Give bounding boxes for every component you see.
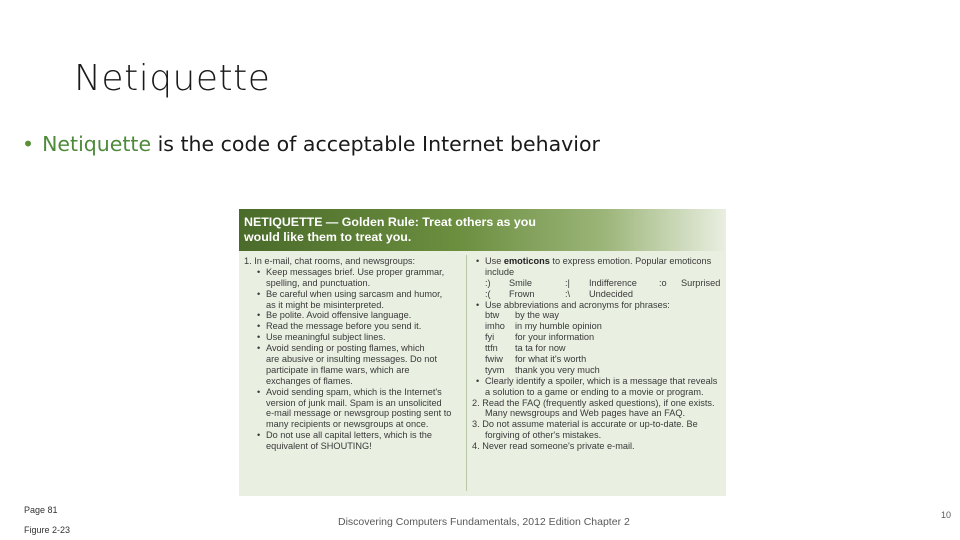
text: Use abbreviations and acronyms for phrases:: [485, 299, 670, 310]
figure-body: [239, 251, 726, 496]
footer-page: Page 81: [24, 505, 58, 515]
text: to express emotion. Popular emoticons: [549, 256, 712, 266]
bullet-icon: •: [476, 375, 480, 386]
figure-header-line: NETIQUETTE — Golden Rule: Treat others as you: [244, 215, 536, 229]
figure-header-line: would like them to treat you.: [244, 230, 412, 244]
text: Clearly identify a spoiler, which is a message that reveals: [485, 375, 718, 386]
emoticon-symbol: :|: [565, 277, 570, 288]
text: e-mail message or newsgroup posting sent to: [266, 408, 452, 419]
abbreviation: imho: [485, 321, 505, 332]
bullet-point: [22, 132, 600, 156]
bullet-icon: •: [257, 430, 261, 441]
list-item: [244, 267, 462, 278]
emoticon-meaning: Undecided: [589, 288, 633, 299]
text: many recipients or newsgroups at once.: [266, 419, 429, 430]
abbreviation: tyvm: [485, 364, 505, 375]
bullet-icon: •: [476, 299, 480, 310]
bullet-icon: •: [257, 288, 261, 299]
bullet-icon: •: [257, 321, 261, 332]
bullet-dot-icon: •: [22, 132, 35, 156]
abbreviation: btw: [485, 310, 500, 321]
footer-caption: Discovering Computers Fundamentals, 2012 Edition Chapter 2: [338, 516, 630, 528]
numbered-item: 4. Never read someone's private e-mail.: [472, 441, 635, 452]
bullet-text: is the code of acceptable Internet behavior: [151, 132, 600, 156]
list-item-line: [244, 408, 462, 419]
right-column: [472, 256, 722, 452]
emoticon-meaning: Smile: [509, 277, 532, 288]
emoticon-row: [472, 278, 722, 289]
text: Use meaningful subject lines.: [266, 332, 386, 343]
abbreviation-meaning: for your information: [515, 332, 595, 343]
abbreviation-row: [472, 343, 722, 354]
bullet-icon: •: [257, 343, 261, 354]
list-item-line: [244, 441, 462, 452]
text: exchanges of flames.: [266, 375, 353, 386]
numbered-item-line: Many newsgroups and Web pages have an FAQ.: [485, 408, 686, 419]
bullet-icon: •: [257, 266, 261, 277]
emoticon-symbol: :o: [659, 277, 667, 288]
text: as it might be misinterpreted.: [266, 299, 384, 310]
list-item-line: [244, 300, 462, 311]
list-item: [472, 300, 722, 311]
list-item-line: [244, 419, 462, 430]
abbreviation-row: [472, 310, 722, 321]
text: Avoid sending spam, which is the Internet's: [266, 386, 442, 397]
text: Use: [485, 256, 504, 266]
list-item: [244, 332, 462, 343]
text: spelling, and punctuation.: [266, 277, 371, 288]
list-item: [244, 310, 462, 321]
text: equivalent of SHOUTING!: [266, 441, 372, 452]
list-item: [244, 321, 462, 332]
emoticon-meaning: Frown: [509, 288, 535, 299]
list-item: [244, 289, 462, 300]
list-item-line: [244, 354, 462, 365]
abbreviation-meaning: thank you very much: [515, 364, 600, 375]
numbered-item-line: forgiving of other's mistakes.: [485, 430, 602, 441]
emoticon-symbol: :): [485, 277, 491, 288]
abbreviation-meaning: for what it's worth: [515, 354, 587, 365]
abbreviation: fyi: [485, 332, 495, 343]
text: Do not use all capital letters, which is the: [266, 430, 432, 441]
abbreviation: ttfn: [485, 343, 498, 354]
list-item-line: include: [485, 266, 515, 277]
emoticon-meaning: Surprised: [681, 277, 721, 288]
abbreviation-row: [472, 332, 722, 343]
emoticon-symbol: :\: [565, 288, 571, 299]
list-item-line: [244, 365, 462, 376]
emoticon-meaning: Indifference: [589, 277, 637, 288]
footer-figure: Figure 2-23: [24, 525, 71, 535]
netiquette-figure: [239, 209, 726, 496]
text: Keep messages brief. Use proper grammar,: [266, 266, 445, 277]
text: participate in flame wars, which are: [266, 364, 410, 375]
abbreviation-row: [472, 354, 722, 365]
emoticon-row: [472, 289, 722, 300]
list-item: [244, 343, 462, 354]
text: Avoid sending or posting flames, which: [266, 343, 425, 354]
slide-title: Netiquette: [74, 58, 271, 99]
abbreviation-meaning: by the way: [515, 310, 559, 321]
list-item: [472, 376, 722, 387]
bullet-icon: •: [476, 256, 480, 266]
left-column: [244, 256, 462, 452]
emoticon-symbol: :(: [485, 288, 491, 299]
numbered-item: 2. Read the FAQ (frequently asked questions), if one exists.: [472, 397, 715, 408]
list-item: [472, 256, 722, 267]
list-item-line: [244, 278, 462, 289]
list-item-line: [244, 398, 462, 409]
list-item: [244, 430, 462, 441]
bullet-icon: •: [257, 310, 261, 321]
list-item-line: a solution to a game or ending to a movie or program.: [485, 386, 704, 397]
text: Read the message before you send it.: [266, 321, 422, 332]
text: version of junk mail. Spam is an unsolicited: [266, 397, 442, 408]
bullet-icon: •: [257, 332, 261, 343]
bullet-icon: •: [257, 386, 261, 397]
column-divider: [466, 255, 467, 491]
abbreviation-row: [472, 321, 722, 332]
list-item-line: [244, 376, 462, 387]
figure-header: [239, 209, 726, 251]
abbreviation-row: [472, 365, 722, 376]
list-item: [244, 387, 462, 398]
text: Be polite. Avoid offensive language.: [266, 310, 412, 321]
emoticons-term: emoticons: [503, 256, 550, 266]
text: Be careful when using sarcasm and humor,: [266, 288, 443, 299]
bullet-term: Netiquette: [42, 132, 152, 156]
abbreviation-meaning: in my humble opinion: [515, 321, 602, 332]
abbreviation: fwiw: [485, 354, 503, 365]
slide-number: 10: [941, 510, 952, 520]
numbered-item: 3. Do not assume material is accurate or up-to-date. Be: [472, 419, 698, 430]
list-intro: 1. In e-mail, chat rooms, and newsgroups:: [244, 256, 416, 266]
text: are abusive or insulting messages. Do not: [266, 354, 438, 365]
abbreviation-meaning: ta ta for now: [515, 343, 566, 354]
